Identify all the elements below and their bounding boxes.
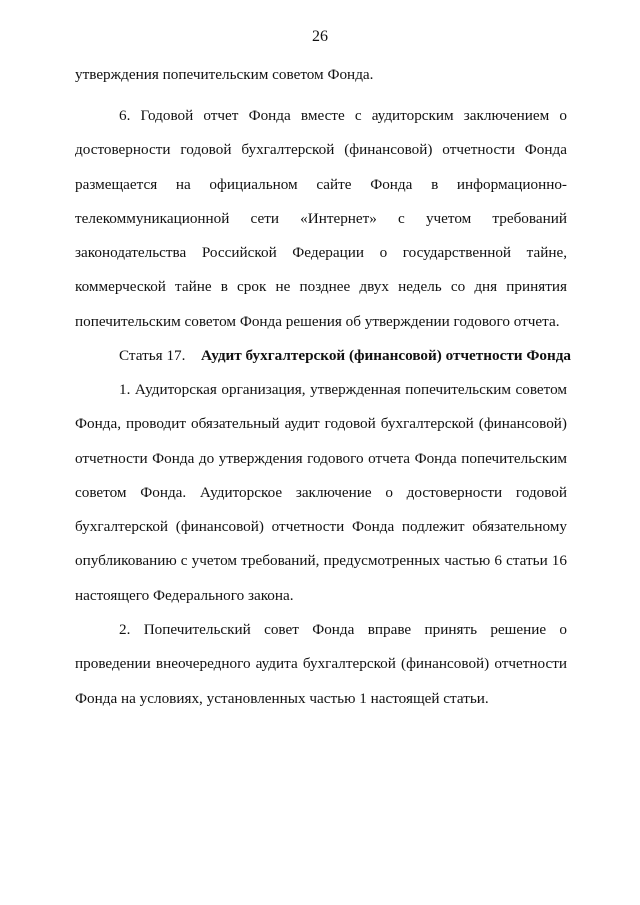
paragraph-continuation: утверждения попечительским советом Фонда.: [75, 66, 374, 83]
paragraph-part-1: 1. Аудиторская организация, утвержденная попечительским советом Фонда, проводит обязательный аудит годовой бухгалтерской (финансовой) отчетности Фонда до утверждения годового отчета Фонда попечительским советом Фонда. Аудиторское заключение о достоверности годовой бухгалтерской (финансовой) отчетности Фонда подлежит обязательному опубликованию с учетом требований, предусмотренных частью 6 статьи 16 настоящего Федерального закона.: [75, 381, 567, 604]
article-label: Статья 17.: [119, 347, 186, 364]
page-number: 26: [312, 28, 328, 45]
paragraph-part-2: 2. Попечительский совет Фонда вправе принять решение о проведении внеочередного аудита бухгалтерской (финансовой) отчетности Фонда на условиях, установленных частью 1 настоящей статьи.: [75, 621, 567, 707]
article-heading: [119, 339, 572, 373]
paragraph-part-6: 6. Годовой отчет Фонда вместе с аудиторским заключением о достоверности годовой бухгалтерской (финансовой) отчетности Фонда размещается на официальном сайте Фонда в информационно-телекоммуникационной сети «Интернет» с учетом требований законодательства Российской Федерации о государственной тайне, коммерческой тайне в срок не позднее двух недель со дня принятия попечительским советом Фонда решения об утверждении годового отчета.: [75, 107, 567, 330]
article-title: Аудит бухгалтерской (финансовой) отчетности Фонда: [201, 347, 572, 364]
